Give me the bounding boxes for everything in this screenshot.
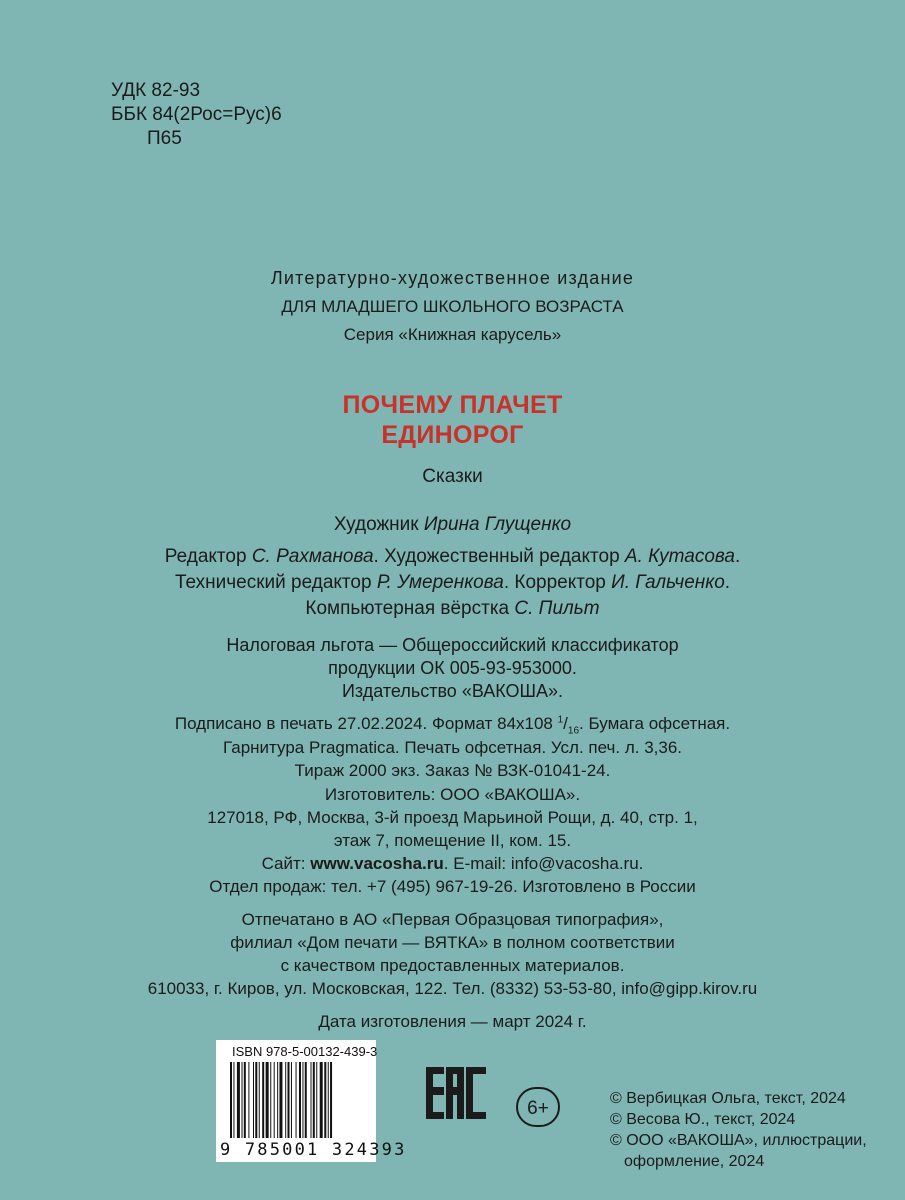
layout-name: С. Пильт xyxy=(514,598,600,619)
paper-type: . Бумага офсетная. xyxy=(579,714,731,733)
barcode-bar xyxy=(285,1062,286,1138)
punct: . xyxy=(724,572,731,593)
email-text: . E-mail: info@vacosha.ru. xyxy=(443,854,644,873)
maker-site-line xyxy=(0,854,905,874)
punct: . xyxy=(734,546,741,567)
publisher: Издательство «ВАКОША». xyxy=(341,681,564,701)
barcode-bar xyxy=(230,1062,232,1138)
site-link[interactable]: www.vacosha.ru xyxy=(310,854,444,873)
barcode-bar xyxy=(262,1062,264,1138)
edition-type: Литературно-художественное издание xyxy=(270,268,635,288)
art-editor-role: . Художественный редактор xyxy=(373,546,625,567)
book-title-line2: ЕДИНОРОГ xyxy=(381,421,524,449)
tax-line1: Налоговая льгота — Общероссийский классификатор xyxy=(226,635,679,655)
artist-name: Ирина Глущенко xyxy=(423,514,572,535)
artist-credit xyxy=(0,514,905,536)
format-numerator: 1 xyxy=(557,714,564,726)
genre: Сказки xyxy=(422,466,483,487)
age-rating-badge: 6+ xyxy=(516,1087,560,1127)
editors-credit xyxy=(0,546,905,568)
barcode-bar xyxy=(266,1062,269,1138)
barcode-bar xyxy=(311,1062,312,1138)
barcode-digits: 9 785001 324393 xyxy=(220,1140,407,1160)
barcode-bar xyxy=(330,1062,332,1138)
tech-editor-role: Технический редактор xyxy=(174,572,377,593)
tech-credit xyxy=(0,572,905,594)
corrector-name: И. Гальченко xyxy=(611,572,725,593)
artist-role: Художник xyxy=(333,514,424,535)
print-line3: Тираж 2000 экз. Заказ № ВЗК-01041-24. xyxy=(294,761,611,780)
barcode-bar xyxy=(253,1062,254,1138)
barcode-bar xyxy=(279,1062,282,1138)
copyright-line: © ООО «ВАКОША», иллюстрации, xyxy=(610,1132,867,1149)
barcode-bar xyxy=(324,1062,326,1138)
bbk-code: ББК 84(2Рос=Рус)6 xyxy=(111,104,282,125)
manufacture-date: Дата изготовления — март 2024 г. xyxy=(318,1012,587,1031)
barcode-bar xyxy=(242,1062,243,1138)
barcode-bar xyxy=(288,1062,290,1138)
copyright-block xyxy=(610,1088,867,1172)
barcode-bar xyxy=(316,1062,317,1138)
print-line2: Гарнитура Pragmatica. Печать офсетная. Усл. печ. л. 3,36. xyxy=(222,738,683,757)
copyright-line: © Весова Ю., текст, 2024 xyxy=(610,1111,796,1128)
barcode-bar xyxy=(244,1062,246,1138)
sales-line: Отдел продаж: тел. +7 (495) 967-19-26. Изготовлено в России xyxy=(209,877,696,896)
udk-code: УДК 82-93 xyxy=(111,80,201,101)
author-mark: П65 xyxy=(147,128,182,149)
layout-role: Компьютерная вёрстка xyxy=(305,598,515,619)
barcode-bar xyxy=(277,1062,278,1138)
barcode-bar xyxy=(274,1062,275,1138)
maker-address2: этаж 7, помещение II, ком. 15. xyxy=(333,831,572,850)
format-slash: / xyxy=(563,714,568,733)
barcode-bar xyxy=(313,1062,315,1138)
barcode-bar xyxy=(237,1062,240,1138)
barcode-bar xyxy=(299,1062,301,1138)
barcode-bar xyxy=(270,1062,271,1138)
isbn: ISBN 978-5-00132-439-3 xyxy=(232,1044,378,1059)
printer-line3: с качеством предоставленных материалов. xyxy=(280,956,625,975)
barcode-bar xyxy=(320,1062,323,1138)
barcode-icon xyxy=(230,1062,368,1140)
tech-editor-name: Р. Умеренкова xyxy=(376,572,504,593)
art-editor-name: А. Кутасова xyxy=(624,546,735,567)
maker-address: 127018, РФ, Москва, 3-й проезд Марьиной Рощи, д. 40, стр. 1, xyxy=(207,808,698,827)
printer-line1: Отпечатано в АО «Первая Образцовая типография», xyxy=(241,910,664,929)
book-title-line1: ПОЧЕМУ ПЛАЧЕТ xyxy=(342,391,563,419)
barcode-bar xyxy=(296,1062,297,1138)
barcode-bar xyxy=(305,1062,307,1138)
barcode-bar xyxy=(302,1062,303,1138)
barcode-bar xyxy=(248,1062,249,1138)
tax-line2: продукции ОК 005-93-953000. xyxy=(328,658,577,678)
barcode-bar xyxy=(291,1062,292,1138)
corrector-role: . Корректор xyxy=(503,572,612,593)
site-label: Сайт: xyxy=(261,854,311,873)
barcode-bar xyxy=(328,1062,329,1138)
barcode-bar xyxy=(233,1062,234,1138)
eac-mark-icon xyxy=(424,1065,490,1121)
editor-name: С. Рахманова xyxy=(251,546,374,567)
editor-role: Редактор xyxy=(164,546,252,567)
printer-line4: 610033, г. Киров, ул. Московская, 122. Тел. (8332) 53-53-80, info@gipp.kirov.ru xyxy=(147,979,758,998)
format-denominator: 16 xyxy=(567,725,580,737)
audience: ДЛЯ МЛАДШЕГО ШКОЛЬНОГО ВОЗРАСТА xyxy=(281,297,624,316)
barcode-bar xyxy=(259,1062,260,1138)
printer-line2: филиал «Дом печати — ВЯТКА» в полном соответствии xyxy=(230,933,675,952)
layout-credit xyxy=(0,598,905,620)
copyright-line: © Вербицкая Ольга, текст, 2024 xyxy=(610,1090,846,1107)
barcode-bar xyxy=(255,1062,257,1138)
print-signed: Подписано в печать 27.02.2024. Формат 84х108 xyxy=(174,714,558,733)
copyright-line: оформление, 2024 xyxy=(624,1153,765,1170)
print-line1 xyxy=(0,714,905,736)
series: Серия «Книжная карусель» xyxy=(343,325,562,344)
maker-line1: Изготовитель: ООО «ВАКОША». xyxy=(324,785,581,804)
